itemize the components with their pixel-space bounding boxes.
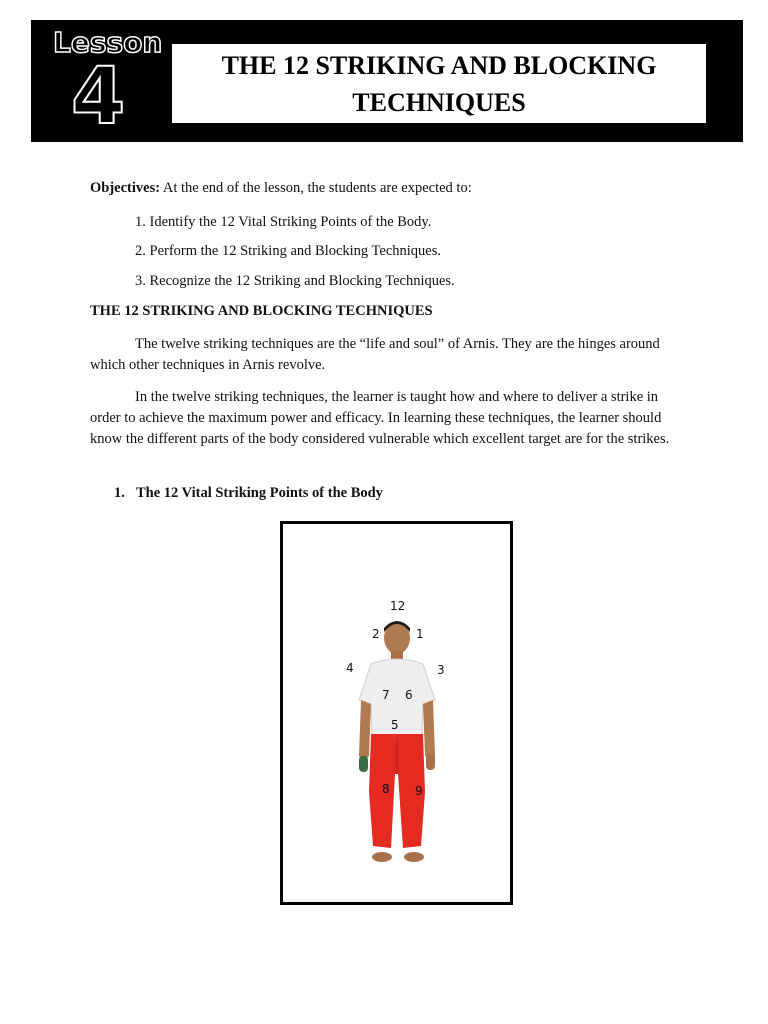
section-heading: THE 12 STRIKING AND BLOCKING TECHNIQUES [90,303,433,319]
objective-item: 3. Recognize the 12 Striking and Blocking Techniques. [135,273,455,289]
strike-point-label: 6 [405,688,413,702]
lesson-banner [31,20,743,142]
paragraph: The twelve striking techniques are the “life and soul” of Arnis. They are the hinges around which other techniques in Arnis revolve. [90,336,660,373]
objectives-label: Objectives: [90,180,161,196]
objective-item: 2. Perform the 12 Striking and Blocking Techniques. [135,243,441,259]
person-illustration [283,524,510,902]
body-figure [280,521,513,905]
objective-item: 1. Identify the 12 Vital Striking Points of the Body. [135,214,432,230]
lesson-word: Lesson [53,26,163,59]
title-box [172,44,706,123]
strike-point-label: 5 [391,718,399,732]
strike-point-label: 8 [382,782,390,796]
strike-point-label: 9 [415,784,423,798]
strike-point-label: 3 [437,663,445,677]
paragraph: In the twelve striking techniques, the learner is taught how and where to deliver a strike in order to achieve the maximum power and efficacy. In learning these techniques, the learner should know the different parts of the body considered vulnerable which excellent target are for the strikes. [90,389,670,447]
strike-point-label: 1 [416,627,424,641]
page-title: THE 12 STRIKING AND BLOCKING TECHNIQUES [221,50,657,117]
strike-point-label: 12 [390,599,406,613]
objectives-intro: At the end of the lesson, the students are expected to: [160,180,472,196]
strike-point-label: 2 [372,627,380,641]
strike-point-label: 7 [382,688,390,702]
subsection-number: 1. [114,485,125,501]
subsection-heading [114,485,383,502]
objectives-line [90,180,472,197]
subsection-title: The 12 Vital Striking Points of the Body [136,485,383,501]
lesson-number: 4 [71,52,126,142]
strike-point-label: 4 [346,661,354,675]
